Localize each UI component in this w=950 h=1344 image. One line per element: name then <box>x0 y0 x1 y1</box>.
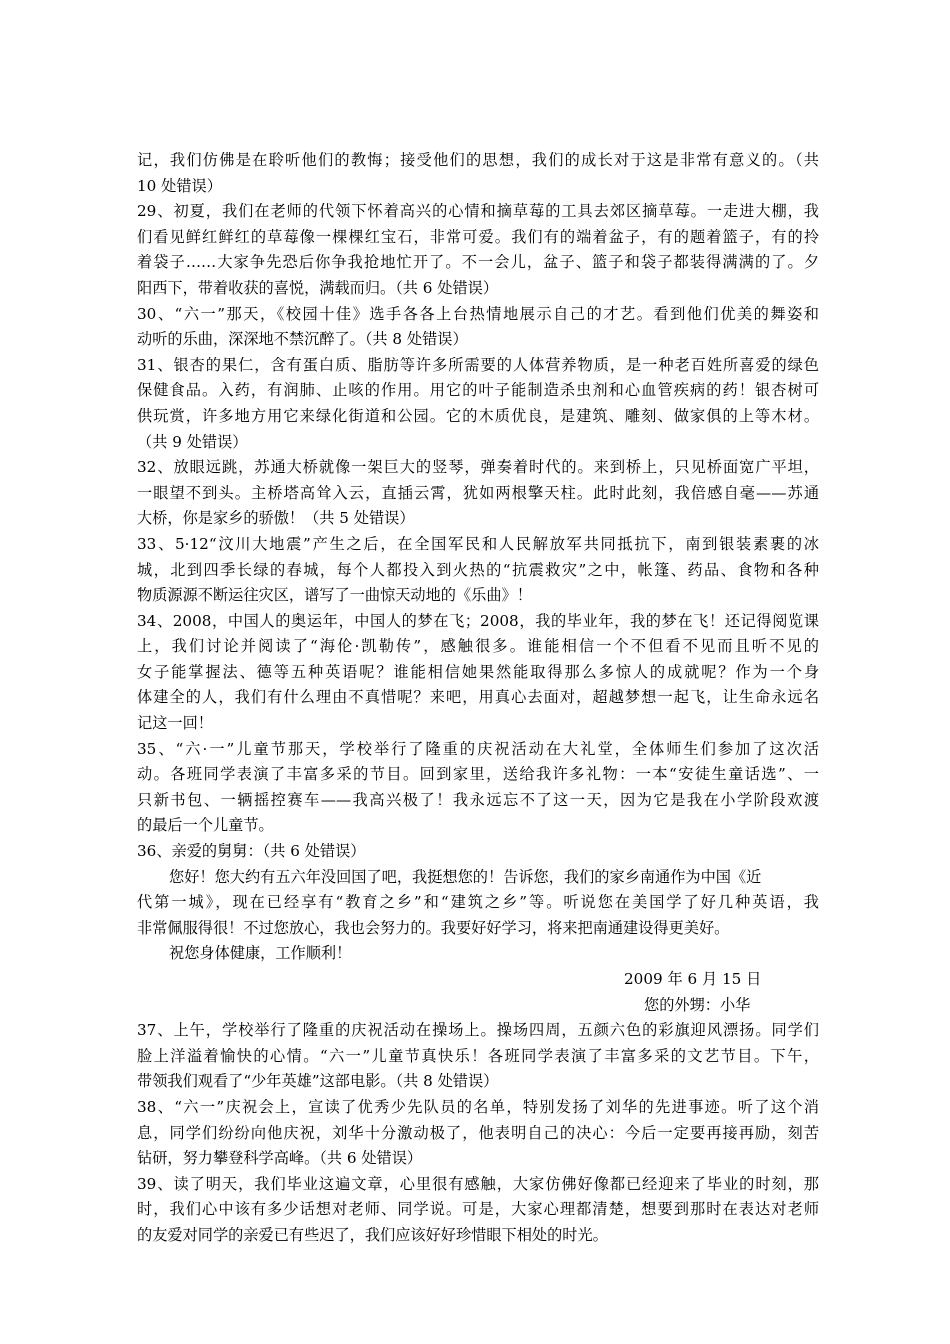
paragraph-30 <box>137 302 819 353</box>
text-line: 供玩赏，许多地方用它来绿化街道和公园。它的木质优良，是建筑、雕刻、做家俱的上等木材。 <box>137 406 819 425</box>
text-line: 只新书包、一辆摇控赛车——我高兴极了！我永远忘不了这一天，因为它是我在小学阶段欢渡 <box>137 790 819 809</box>
letter-salutation: 36、亲爱的舅舅：（共 6 处错误） <box>137 842 366 861</box>
text-line: 时，我们心中该有多少话想对老师、同学说。可是，大家心理都清楚，想要到那时在表达对老师 <box>137 1200 819 1219</box>
letter-closing: 祝您身体健康，工作顺利！ <box>169 944 352 963</box>
paragraph-29 <box>137 199 819 301</box>
text-line: 带领我们观看了“少年英雄”这部电影。（共 8 处错误） <box>137 1072 499 1091</box>
paragraph-39 <box>137 1172 819 1249</box>
text-line: 一眼望不到头。主桥塔高耸入云，直插云霄，犹如两根擎天柱。此时此刻，我倍感自毫——苏通 <box>137 483 819 502</box>
text-line: 着袋子……大家争先恐后你争我抢地忙开了。不一会儿，盆子、篮子和袋子都装得满满的了。夕 <box>137 253 819 272</box>
text-line: 脸上洋溢着愉快的心情。“六一”儿童节真快乐！各班同学表演了丰富多采的文艺节目。下午， <box>137 1046 819 1065</box>
paragraph-38 <box>137 1095 819 1172</box>
text-line: 物质源源不断运往灾区，谱写了一曲惊天动地的《乐曲》！ <box>137 586 532 605</box>
text-line: 34、2008，中国人的奥运年，中国人的梦在飞；2008，我的毕业年，我的梦在飞！还记得阅览课 <box>137 611 819 630</box>
text-line: 31、银杏的果仁，含有蛋白质、脂肪等许多所需要的人体营养物质，是一种老百姓所喜爱的绿色 <box>137 355 819 374</box>
text-line: 钻研，努力攀登科学高峰。（共 6 处错误） <box>137 1149 423 1168</box>
paragraph-34 <box>137 609 819 737</box>
text-line: 33、5·12“汶川大地震”产生之后，在全国军民和人民解放军共同抵抗下，南到银装素裹的冰 <box>137 534 819 553</box>
text-line: 代第一城》，现在已经享有“教育之乡”和“建筑之乡”等。听说您在美国学了好几种英语，我 <box>137 893 819 912</box>
text-line: 您好！您大约有五六年没回国了吧，我挺想您的！告诉您，我们的家乡南通作为中国《近 <box>169 867 762 886</box>
text-line: 动。各班同学表演了丰富多采的节目。回到家里，送给我许多礼物：一本“安徒生童话选”、一 <box>137 765 819 784</box>
text-line: 30、“六一”那天，《校园十佳》选手各各上台热情地展示自己的才艺。看到他们优美的舞姿和 <box>137 304 819 323</box>
paragraph-31 <box>137 353 819 455</box>
paragraph-28-continuation <box>137 148 819 199</box>
text-line: 的友爱对同学的亲爱已有些迟了，我们应该好好珍惜眼下相处的时光。 <box>137 1225 608 1244</box>
text-line: 上，我们讨论并阅读了“海伦·凯勒传”，感触很多。谁能相信一个不但看不见而且听不见的 <box>137 637 819 656</box>
text-line: 大桥，你是家乡的骄傲！（共 5 处错误） <box>137 509 415 528</box>
text-line: 29、初夏，我们在老师的代领下怀着高兴的心情和摘草莓的工具去郊区摘草莓。一走进大棚，我 <box>137 202 819 221</box>
text-line: 37、上午，学校举行了隆重的庆祝活动在操场上。操场四周，五颜六色的彩旗迎风漂扬。同学们 <box>137 1021 819 1040</box>
text-line: 体建全的人，我们有什么理由不真惜呢？来吧，用真心去面对，超越梦想一起飞，让生命永远名 <box>137 688 819 707</box>
text-line: 的最后一个儿童节。 <box>137 816 274 835</box>
letter-signature: 您的外甥：小华 <box>644 995 751 1014</box>
paragraph-33 <box>137 532 819 609</box>
letter-date: 2009 年 6 月 15 日 <box>624 970 762 988</box>
text-line: 35、“六·一”儿童节那天，学校举行了隆重的庆祝活动在大礼堂，全体师生们参加了这次活 <box>137 739 819 758</box>
text-line: 38、“六一”庆祝会上，宣读了优秀少先队员的名单，特别发扬了刘华的先进事迹。听了这个消 <box>137 1097 819 1116</box>
paragraph-37 <box>137 1018 819 1095</box>
document-body <box>137 148 819 1249</box>
text-line: 10 处错误） <box>137 176 222 195</box>
text-line: （共 9 处错误） <box>137 432 248 451</box>
text-line: 们看见鲜红鲜红的草莓像一棵棵红宝石，非常可爱。我们有的端着盆子，有的题着篮子，有的拎 <box>137 227 819 246</box>
paragraph-32 <box>137 455 819 532</box>
text-line: 记这一回！ <box>137 714 213 733</box>
text-line: 39、读了明天，我们毕业这遍文章，心里很有感触，大家仿佛好像都已经迎来了毕业的时刻，那 <box>137 1174 819 1193</box>
text-line: 非常佩服得很！不过您放心，我也会努力的。我要好好学习，将来把南通建设得更美好。 <box>137 918 730 937</box>
text-line: 32、放眼远跳，苏通大桥就像一架巨大的竖琴，弹奏着时代的。来到桥上，只见桥面宽广平坦， <box>137 458 819 477</box>
text-line: 息，同学们纷纷向他庆祝，刘华十分激动极了，他表明自己的决心：今后一定要再接再励，刻苦 <box>137 1123 819 1142</box>
text-line: 保健食品。入药，有润肺、止咳的作用。用它的叶子能制造杀虫剂和心血管疾病的药！银杏树可 <box>137 381 819 400</box>
paragraph-35 <box>137 737 819 839</box>
text-line: 女子能掌握法、德等五种英语呢？谁能相信她果然能取得那么多惊人的成就呢？作为一个身 <box>137 662 819 681</box>
paragraph-36-letter <box>137 839 819 1018</box>
text-line: 阳西下，带着收获的喜悦，满载而归。（共 6 处错误） <box>137 278 499 297</box>
text-line: 城，北到四季长绿的春城，每个人都投入到火热的“抗震救灾”之中，帐篷、药品、食物和各种 <box>137 560 819 579</box>
text-line: 记，我们仿佛是在聆听他们的教悔；接受他们的思想，我们的成长对于这是非常有意义的。（共 <box>137 151 819 169</box>
text-line: 动听的乐曲，深深地不禁沉醉了。（共 8 处错误） <box>137 330 468 349</box>
